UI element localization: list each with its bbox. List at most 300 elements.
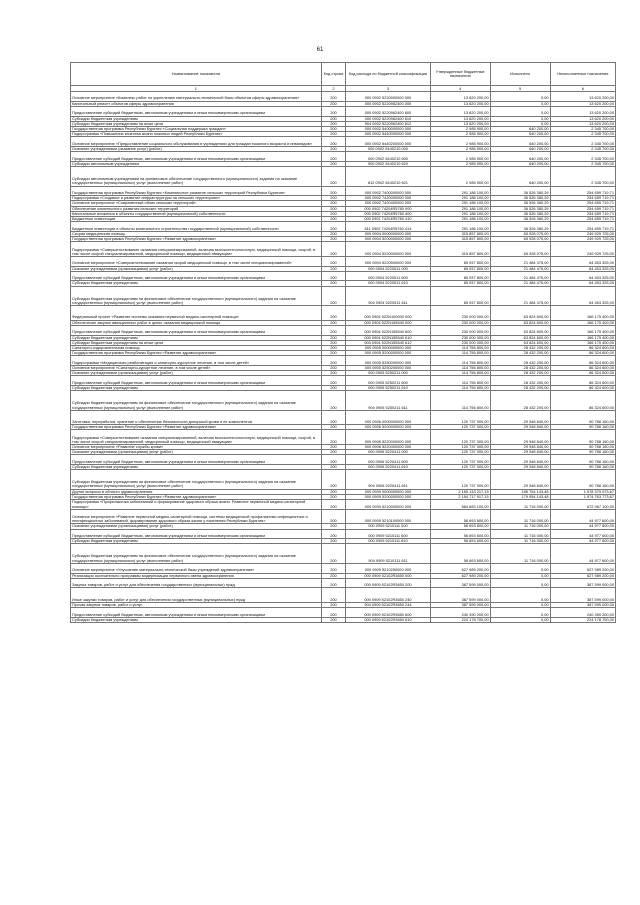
row-code: 200 (321, 325, 346, 335)
row-name: Субсидии бюджетным учреждениям (71, 617, 322, 622)
row-remaining: 224 178 700,00 (550, 617, 615, 622)
row-name: Субсидии бюджетным учреждениям на финансовое обеспечение государственного (муниципального) задания на оказание государственных (муниципальных) услуг (выполнение работ) (71, 286, 322, 305)
row-remaining: 2 345 700,00 (550, 147, 615, 152)
row-kbk: 000 0906 5220411 000 (346, 450, 430, 455)
row-kbk: 904 0902 5220962400 612 (346, 121, 430, 126)
row-kbk: 904 0904 522N155540 612 (346, 340, 430, 345)
row-approved: 13 620 200,00 (430, 116, 490, 121)
row-remaining: 90 788 160,00 (550, 445, 615, 450)
row-code: 200 (321, 539, 346, 544)
row-name: Субсидии бюджетным учреждениям (71, 116, 322, 121)
row-name: Основное мероприятие «Современный облик сельских территорий» (71, 201, 322, 206)
row-remaining: 254 659 719,71 (550, 206, 615, 211)
row-name: Оказание учреждениями (организациями) услуг (работ) (71, 450, 322, 455)
row-executed: 21 484 475,00 (490, 271, 550, 281)
row-executed: 36 526 380,29 (490, 186, 550, 196)
row-kbk: 812 0902 5440210 621 (346, 167, 430, 186)
row-executed: 0,00 (490, 588, 550, 603)
row-remaining: 90 788 160,00 (550, 455, 615, 465)
row-name: Подпрограмма «Совершенствование оказания специализированной, включая высокотехнологичную, медицинской помощи, скорой, в том числе скорой специализированной, медицинской помощи, медицинской эвакуации» (71, 430, 322, 445)
row-code: 200 (321, 608, 346, 618)
row-code: 200 (321, 340, 346, 345)
row-code: 200 (321, 450, 346, 455)
row-executed: 36 526 380,29 (490, 217, 550, 222)
row-approved: 240 390 200,00 (430, 608, 490, 618)
row-name: Предоставление субсидий бюджетным, автономным учреждениям и иным некоммерческим организациям (71, 325, 322, 335)
table-row (71, 167, 616, 186)
row-approved: 387 599 000,00 (430, 588, 490, 603)
row-executed: 36 526 380,29 (490, 206, 550, 211)
row-approved: 2 985 900,00 (430, 147, 490, 152)
row-approved: 114 756 800,00 (430, 386, 490, 391)
row-code: 200 (321, 306, 346, 321)
row-approved: 13 620 200,00 (430, 92, 490, 102)
row-remaining: 254 659 719,71 (550, 217, 615, 222)
row-approved: 627 989 200,00 (430, 573, 490, 578)
row-kbk: 000 0909 52102R3650 610 (346, 617, 430, 622)
row-name: Закупка товаров, работ и услуг для обеспечения государственных (муниципальных) нужд (71, 578, 322, 588)
row-kbk: 000 0909 52102R3650 200 (346, 578, 430, 588)
col-number: 6 (550, 86, 615, 92)
row-approved: 291 186 100,00 (430, 211, 490, 216)
row-remaining: 2 345 700,00 (550, 152, 615, 162)
row-remaining: 2 345 700,00 (550, 126, 615, 131)
table-row (71, 92, 616, 102)
table-row (71, 608, 616, 618)
row-remaining: 387 599 000,00 (550, 578, 615, 588)
col-number: 2 (321, 86, 346, 92)
row-name: Государственная программа Республики Бурятия «Развитие здравоохранения» (71, 237, 322, 242)
row-executed: 11 716 000,00 (490, 500, 550, 510)
row-approved: 114 756 800,00 (430, 345, 490, 350)
row-approved: 315 857 800,00 (430, 242, 490, 257)
row-remaining: 86 324 600,00 (550, 345, 615, 350)
row-code: 200 (321, 366, 346, 371)
row-name: Государственная программа Республики Бурятия «Развитие здравоохранения» (71, 425, 322, 430)
table-row (71, 356, 616, 366)
row-code: 200 (321, 161, 346, 166)
row-name: Заготовка, переработка, хранение и обеспечение безопасности донорской крови и ее компонентов (71, 410, 322, 425)
row-remaining: 254 659 719,71 (550, 196, 615, 201)
row-remaining: 627 989 200,00 (550, 573, 615, 578)
row-name: Оказание учреждениями (организациями) услуг (работ) (71, 266, 322, 271)
row-executed: 0,00 (490, 578, 550, 588)
row-kbk: 000 0909 52102R3650 600 (346, 608, 430, 618)
row-executed: 0,00 (490, 92, 550, 102)
row-kbk: 904 0909 52102R3650 244 (346, 602, 430, 607)
row-code: 200 (321, 92, 346, 102)
row-executed: 28 432 200,00 (490, 351, 550, 356)
col-number: 3 (346, 86, 430, 92)
row-code: 200 (321, 529, 346, 539)
row-approved: 291 186 100,00 (430, 206, 490, 211)
row-executed: 640 200,00 (490, 147, 550, 152)
table-row (71, 391, 616, 410)
row-executed: 28 432 200,00 (490, 356, 550, 366)
row-code: 200 (321, 211, 346, 216)
row-executed: 29 948 840,00 (490, 455, 550, 465)
row-approved: 387 599 000,00 (430, 578, 490, 588)
row-executed: 640 200,00 (490, 167, 550, 186)
row-name: Государственная программа Республики Бурятия «Социальная поддержка граждан» (71, 126, 322, 131)
row-approved: 85 937 800,00 (430, 281, 490, 286)
row-executed: 63 824 600,00 (490, 306, 550, 321)
row-name: Субсидии бюджетным учреждениям на финансовое обеспечение государственного (муниципального) задания на оказание государственных (муниципальных) услуг (выполнение работ) (71, 544, 322, 563)
row-approved: 2 985 900,00 (430, 126, 490, 131)
row-executed: 65 928 075,00 (490, 231, 550, 236)
row-remaining: 254 659 719,71 (550, 211, 615, 216)
row-kbk: 000 0904 5200000000 000 (346, 237, 430, 242)
row-executed: 0,00 (490, 573, 550, 578)
col-number: 5 (490, 86, 550, 92)
row-executed: 65 928 075,00 (490, 237, 550, 242)
row-executed: 0,00 (490, 116, 550, 121)
row-approved: 120 737 000,00 (430, 450, 490, 455)
row-approved: 291 186 100,00 (430, 201, 490, 206)
row-kbk: 000 0902 5400000000 000 (346, 126, 430, 131)
table-row (71, 271, 616, 281)
row-kbk: 000 0904 522N100000 000 (346, 306, 430, 321)
row-remaining: 254 659 719,71 (550, 186, 615, 196)
row-remaining: 64 453 325,00 (550, 266, 615, 271)
row-approved: 13 620 200,00 (430, 101, 490, 106)
row-remaining: 86 324 600,00 (550, 371, 615, 376)
row-executed: 11 716 000,00 (490, 524, 550, 529)
row-remaining: 249 929 725,00 (550, 231, 615, 236)
row-approved: 120 737 000,00 (430, 465, 490, 470)
row-executed: 29 948 840,00 (490, 465, 550, 470)
row-approved: 114 756 800,00 (430, 366, 490, 371)
row-code: 200 (321, 286, 346, 305)
row-approved: 684 683 100,00 (430, 500, 490, 510)
table-row (71, 256, 616, 266)
row-remaining: 44 977 600,00 (550, 524, 615, 529)
row-code: 200 (321, 217, 346, 222)
row-remaining: 86 324 600,00 (550, 386, 615, 391)
row-code: 200 (321, 465, 346, 470)
row-name: Основное мероприятие «Улучшение материально-технической базы учреждений здравоохранения» (71, 563, 322, 573)
row-approved: 230 000 000,00 (430, 335, 490, 340)
row-name: Предоставление субсидий бюджетным, автономным учреждениям и иным некоммерческим организациям (71, 529, 322, 539)
row-approved: 230 000 000,00 (430, 325, 490, 335)
row-approved: 120 737 000,00 (430, 410, 490, 425)
row-code: 200 (321, 116, 346, 121)
row-code: 200 (321, 320, 346, 325)
table-row (71, 529, 616, 539)
row-name: Субсидии бюджетным учреждениям на иные цели (71, 121, 322, 126)
row-code: 200 (321, 147, 346, 152)
row-kbk: 000 0902 5440210 600 (346, 152, 430, 162)
row-kbk: 000 0909 5210111 610 (346, 539, 430, 544)
row-code: 200 (321, 500, 346, 510)
row-code: 200 (321, 578, 346, 588)
row-kbk: 000 0902 74204R5760 000 (346, 206, 430, 211)
row-approved: 2 985 900,00 (430, 161, 490, 166)
col-number: 1 (71, 86, 322, 92)
table-row (71, 152, 616, 162)
row-code: 200 (321, 137, 346, 147)
row-executed: 11 716 000,00 (490, 539, 550, 544)
row-code: 200 (321, 167, 346, 186)
row-remaining: 13 620 200,00 (550, 121, 615, 126)
row-kbk: 000 0909 5210111 600 (346, 529, 430, 539)
row-approved: 114 756 800,00 (430, 351, 490, 356)
row-kbk: 000 0905 5250000000 000 (346, 356, 430, 366)
table-row (71, 500, 616, 510)
row-remaining: 13 620 200,00 (550, 106, 615, 116)
row-approved: 85 937 800,00 (430, 271, 490, 281)
table-row (71, 222, 616, 232)
row-approved: 291 186 100,00 (430, 217, 490, 222)
table-row (71, 106, 616, 116)
row-name: Субсидии автономным учреждениям на финансовое обеспечение государственного (муниципального) задания на оказание государственных (муниципальных) услуг (выполнение работ) (71, 167, 322, 186)
row-executed: 36 526 380,29 (490, 196, 550, 201)
row-approved: 315 857 800,00 (430, 237, 490, 242)
row-executed: 179 954 143,48 (490, 494, 550, 499)
row-remaining: 90 788 160,00 (550, 430, 615, 445)
row-executed: 29 948 840,00 (490, 445, 550, 450)
row-remaining: 166 175 400,00 (550, 325, 615, 335)
row-approved: 56 693 600,00 (430, 539, 490, 544)
row-kbk: 000 0909 5210111 000 (346, 524, 430, 529)
table-row (71, 376, 616, 386)
row-approved: 120 737 000,00 (430, 430, 490, 445)
row-kbk: 000 0905 0000000000 000 (346, 345, 430, 350)
row-remaining: 13 620 200,00 (550, 116, 615, 121)
row-kbk: 811 0902 74204R5760 414 (346, 222, 430, 232)
row-approved: 56 693 600,00 (430, 509, 490, 524)
row-code: 200 (321, 430, 346, 445)
row-code: 200 (321, 371, 346, 376)
row-approved: 85 937 800,00 (430, 286, 490, 305)
page-number: 61 (316, 47, 324, 53)
row-remaining: 166 175 400,00 (550, 335, 615, 340)
row-code: 200 (321, 222, 346, 232)
row-name: Подпрограмма «Медицинская реабилитация и санаторно-курортное лечение, в том числе детей» (71, 356, 322, 366)
row-approved: 2 154 717 917,15 (430, 494, 490, 499)
row-executed: 63 824 600,00 (490, 320, 550, 325)
table-row (71, 544, 616, 563)
row-code: 200 (321, 237, 346, 242)
row-approved: 13 620 200,00 (430, 121, 490, 126)
row-executed: 0,00 (490, 106, 550, 116)
row-kbk: 000 0904 5220000000 000 (346, 242, 430, 257)
row-executed: 640 200,00 (490, 137, 550, 147)
row-code: 200 (321, 573, 346, 578)
row-kbk: 000 0905 5250200000 000 (346, 366, 430, 371)
row-code: 200 (321, 206, 346, 211)
header-kbk: Код расхода по бюджетной классификации (346, 63, 430, 86)
row-kbk: 000 0902 5440210 000 (346, 147, 430, 152)
row-kbk: 000 0902 74204R5760 400 (346, 211, 430, 216)
row-remaining: 166 175 400,00 (550, 320, 615, 325)
row-name: Основное мероприятие «Совершенствование оказания скорой медицинской помощи, в том числе специализированной» (71, 256, 322, 266)
row-name: Подпрограмма «Создание и развитие инфраструктуры на сельских территориях» (71, 196, 322, 201)
row-kbk: 000 0902 7420400000 000 (346, 201, 430, 206)
row-kbk: 000 0902 5220900000 000 (346, 92, 430, 102)
col-number: 4 (430, 86, 490, 92)
row-executed: 21 484 475,00 (490, 286, 550, 305)
row-executed: 29 948 840,00 (490, 450, 550, 455)
row-code: 200 (321, 242, 346, 257)
row-remaining: 64 453 325,00 (550, 271, 615, 281)
row-approved: 2 985 900,00 (430, 152, 490, 162)
row-approved: 114 756 800,00 (430, 371, 490, 376)
row-executed: 36 526 380,29 (490, 201, 550, 206)
row-name: Скорая медицинская помощь (71, 231, 322, 236)
row-kbk: 000 0902 5440200000 000 (346, 137, 430, 147)
table-row (71, 286, 616, 305)
row-code: 200 (321, 455, 346, 465)
row-code: 200 (321, 445, 346, 450)
table-row (71, 325, 616, 335)
row-code: 200 (321, 602, 346, 607)
header-code: Код строки (321, 63, 346, 86)
row-kbk: 000 0909 52102R3650 240 (346, 588, 430, 603)
row-remaining: 166 175 400,00 (550, 340, 615, 345)
row-name: Основное мероприятие «Предоставление социального обслуживания в учреждениях для граждан пожилого возраста и инвалидов» (71, 137, 322, 147)
row-kbk: 000 0904 522N155540 000 (346, 320, 430, 325)
row-code: 200 (321, 152, 346, 162)
row-executed: 29 948 840,00 (490, 425, 550, 430)
table-row (71, 578, 616, 588)
row-name: Предоставление субсидий бюджетным, автономным учреждениям и иным некоммерческим организациям (71, 106, 322, 116)
row-kbk: 000 0909 0000000000 000 (346, 489, 430, 494)
header-executed: Исполнено (490, 63, 550, 86)
row-name: Санаторно-оздоровительная помощь (71, 345, 322, 350)
row-code: 200 (321, 281, 346, 286)
row-name: Бюджетные инвестиции (71, 217, 322, 222)
row-name: Иные закупки товаров, работ и услуг для обеспечения государственных (муниципальных) нужд (71, 588, 322, 603)
row-executed: 640 200,00 (490, 126, 550, 131)
row-code: 200 (321, 201, 346, 206)
row-executed: 0,00 (490, 617, 550, 622)
table-row (71, 509, 616, 524)
row-approved: 120 737 000,00 (430, 470, 490, 489)
table-row (71, 588, 616, 603)
row-kbk: 904 0906 5220411 611 (346, 470, 430, 489)
row-remaining: 254 659 719,71 (550, 201, 615, 206)
row-remaining: 44 977 600,00 (550, 509, 615, 524)
row-name: Оказание учреждениями (организациями) услуг (работ) (71, 524, 322, 529)
table-row (71, 137, 616, 147)
row-remaining: 672 967 100,00 (550, 500, 615, 510)
row-approved: 13 620 200,00 (430, 106, 490, 116)
row-name: Предоставление субсидий бюджетным, автономным учреждениям и иным некоммерческим организациям (71, 608, 322, 618)
row-code: 200 (321, 196, 346, 201)
row-remaining: 64 453 325,00 (550, 281, 615, 286)
row-approved: 56 693 600,00 (430, 544, 490, 563)
row-code: 200 (321, 563, 346, 573)
row-kbk: 000 0909 5210100000 000 (346, 509, 430, 524)
row-executed: 11 716 000,00 (490, 509, 550, 524)
row-code: 200 (321, 386, 346, 391)
table-header-row (71, 63, 616, 86)
row-executed: 29 948 840,00 (490, 470, 550, 489)
row-executed: 640 200,00 (490, 132, 550, 137)
row-remaining: 1 974 763 773,67 (550, 494, 615, 499)
row-executed: 28 432 200,00 (490, 376, 550, 386)
row-name: Реализация окончательно программы модернизации первичного звена здравоохранения (71, 573, 322, 578)
row-kbk: 000 0905 5250211 000 (346, 371, 430, 376)
row-executed: 63 824 600,00 (490, 325, 550, 335)
row-kbk: 000 0904 5220500000 000 (346, 256, 430, 266)
row-name: Предоставление субсидий бюджетным, автономным учреждениям и иным некоммерческим организациям (71, 376, 322, 386)
row-approved: 291 186 100,00 (430, 196, 490, 201)
row-approved: 2 985 900,00 (430, 167, 490, 186)
row-kbk: 000 0909 5200000000 000 (346, 494, 430, 499)
row-kbk: 000 0902 74204R5760 410 (346, 217, 430, 222)
row-code: 200 (321, 231, 346, 236)
row-remaining: 90 788 160,00 (550, 450, 615, 455)
row-remaining: 387 599 000,00 (550, 602, 615, 607)
row-name: Обеспечение комплексного развития сельских территорий (71, 206, 322, 211)
row-executed: 28 432 200,00 (490, 391, 550, 410)
row-code: 200 (321, 617, 346, 622)
row-name: Прочая закупка товаров, работ и услуг (71, 602, 322, 607)
row-code: 200 (321, 425, 346, 430)
row-remaining: 86 324 600,00 (550, 391, 615, 410)
row-name: Предоставление субсидий бюджетным, автономным учреждениям и иным некоммерческим организациям (71, 455, 322, 465)
row-approved: 114 756 800,00 (430, 356, 490, 366)
row-executed: 36 526 380,29 (490, 222, 550, 232)
row-remaining: 86 324 600,00 (550, 351, 615, 356)
row-remaining: 90 788 160,00 (550, 465, 615, 470)
row-name: Оказание учреждениями (оказание услуг) (работ) (71, 147, 322, 152)
row-approved: 230 000 000,00 (430, 306, 490, 321)
row-code: 200 (321, 351, 346, 356)
row-kbk: 000 0906 5200000000 000 (346, 425, 430, 430)
row-name: Капитальный ремонт объектов сферы здравоохранения (71, 101, 322, 106)
row-name: Оказание учреждениями (организациями) услуг (работ) (71, 371, 322, 376)
row-remaining: 86 324 600,00 (550, 366, 615, 371)
table-row (71, 430, 616, 445)
row-approved: 120 737 000,00 (430, 445, 490, 450)
row-name: Субсидии бюджетным учреждениям на финансовое обеспечение государственного (муниципального) задания на оказание государственных (муниципальных) услуг (выполнение работ) (71, 470, 322, 489)
row-kbk: 904 0909 5210111 611 (346, 544, 430, 563)
row-code: 200 (321, 391, 346, 410)
row-executed: 29 948 840,00 (490, 410, 550, 425)
row-remaining: 90 788 160,00 (550, 425, 615, 430)
row-kbk: 000 0905 5200000000 000 (346, 351, 430, 356)
row-remaining: 90 788 160,00 (550, 410, 615, 425)
row-kbk: 000 0906 0000000000 000 (346, 410, 430, 425)
row-executed: 21 484 475,00 (490, 256, 550, 266)
row-code: 200 (321, 544, 346, 563)
row-executed: 0,00 (490, 121, 550, 126)
row-kbk: 000 0904 522N155540 610 (346, 335, 430, 340)
row-kbk: 000 0902 5220962400 000 (346, 101, 430, 106)
row-executed: 0,00 (490, 608, 550, 618)
row-name: Государственная программа Республики Бурятия «Комплексное развитие сельских территорий Республики Бурятия» (71, 186, 322, 196)
row-code: 200 (321, 101, 346, 106)
row-kbk: 000 0909 5210000000 000 (346, 500, 430, 510)
row-executed: 21 484 475,00 (490, 266, 550, 271)
row-approved: 85 937 800,00 (430, 256, 490, 266)
row-remaining: 44 977 600,00 (550, 529, 615, 539)
row-name: Субсидии бюджетным учреждениям (71, 386, 322, 391)
row-executed: 640 200,00 (490, 161, 550, 166)
row-remaining: 13 620 200,00 (550, 101, 615, 106)
row-approved: 291 186 100,00 (430, 186, 490, 196)
row-name: Основное мероприятие «Развитие службы крови» (71, 445, 322, 450)
budget-table (70, 62, 616, 623)
row-remaining: 64 453 325,00 (550, 286, 615, 305)
row-kbk: 000 0904 0000000000 000 (346, 231, 430, 236)
row-kbk: 000 0902 7400000000 000 (346, 186, 430, 196)
row-kbk: 000 0902 5220962400 600 (346, 106, 430, 116)
row-name: Подпрограмма «Совершенствование оказания специализированной, включая высокотехнологичную, медицинской помощи, скорой, в том числе скорой специализированной, медицинской помощи, медицинской эвакуации» (71, 242, 322, 257)
